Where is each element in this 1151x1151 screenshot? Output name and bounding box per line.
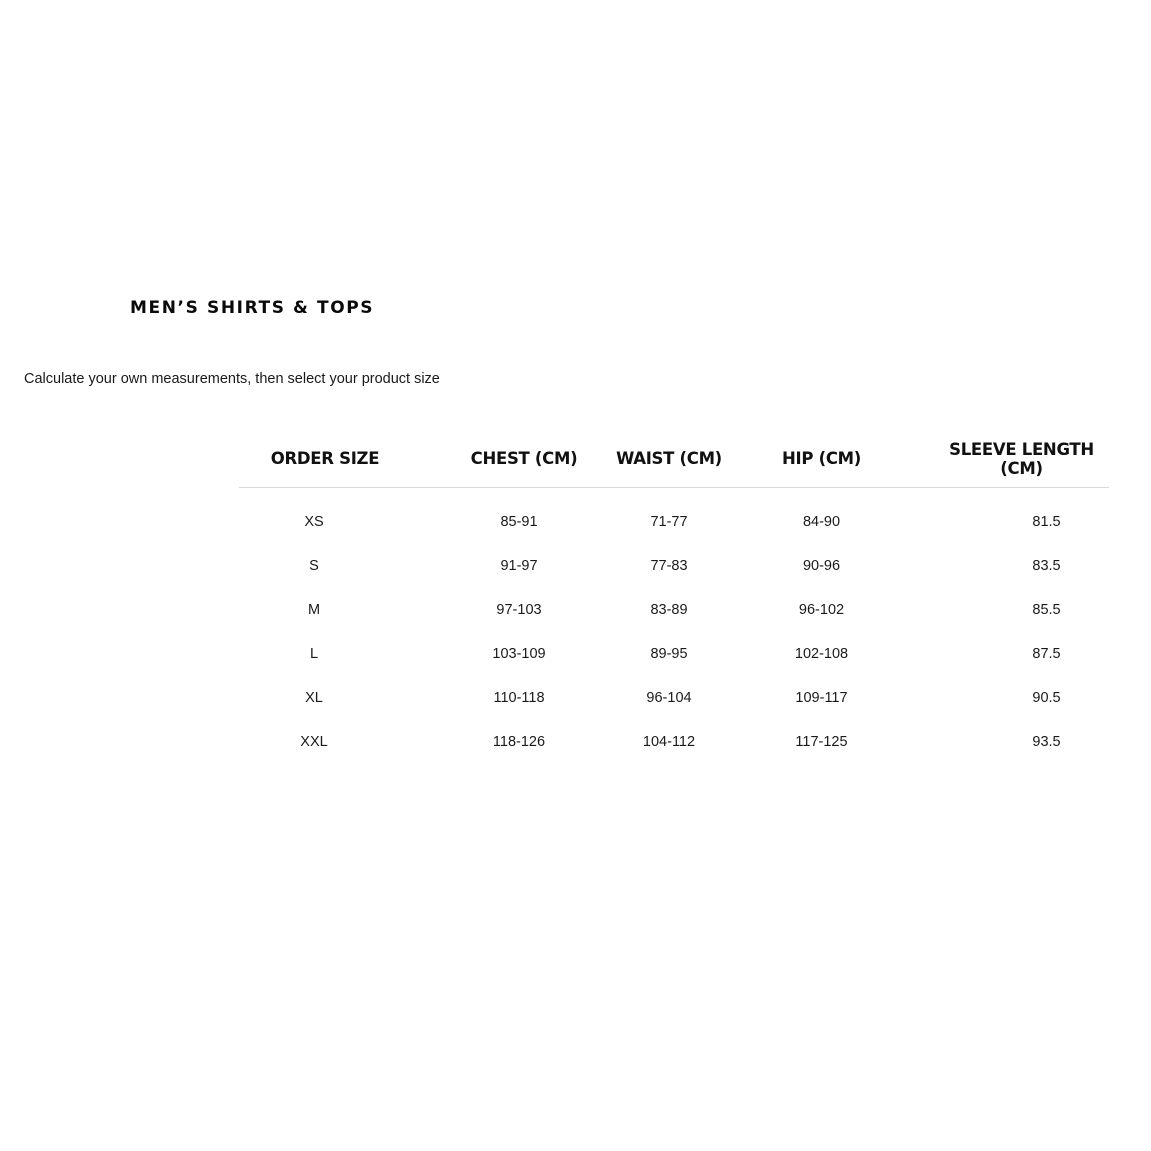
table-row: [239, 544, 1109, 588]
cell-sleeve: 83.5: [1032, 558, 1061, 574]
cell-chest: 91-97: [500, 558, 538, 574]
cell-waist: 89-95: [650, 646, 688, 662]
cell-waist: 96-104: [646, 690, 692, 706]
table-header-row: [239, 430, 1109, 488]
table-row: [239, 676, 1109, 720]
table-row: [239, 632, 1109, 676]
header-chest: CHEST (CM): [389, 430, 609, 488]
cell-chest: 118-126: [492, 734, 546, 750]
cell-sleeve: 85.5: [1032, 602, 1061, 618]
cell-order-size: M: [307, 602, 321, 618]
table-row: [239, 588, 1109, 632]
cell-sleeve: 81.5: [1032, 514, 1061, 530]
cell-sleeve: 93.5: [1032, 734, 1061, 750]
table-row: [239, 488, 1109, 545]
size-chart-table: [239, 430, 1109, 764]
cell-waist: 104-112: [642, 734, 696, 750]
cell-hip: 102-108: [794, 646, 849, 662]
cell-order-size: XL: [305, 690, 323, 706]
header-hip: HIP (CM): [729, 430, 934, 488]
cell-waist: 83-89: [650, 602, 688, 618]
header-sleeve-length: SLEEVE LENGTH (CM): [934, 430, 1109, 488]
cell-waist: 77-83: [650, 558, 688, 574]
cell-order-size: S: [309, 558, 319, 574]
cell-hip: 109-117: [795, 690, 848, 706]
table-row: [239, 720, 1109, 764]
cell-chest: 97-103: [496, 602, 542, 618]
cell-waist: 71-77: [650, 514, 688, 530]
cell-chest: 103-109: [492, 646, 546, 662]
cell-chest: 85-91: [500, 514, 538, 530]
page-title: MEN’S SHIRTS & TOPS: [130, 298, 375, 318]
cell-hip: 84-90: [802, 514, 841, 530]
cell-sleeve: 87.5: [1032, 646, 1061, 662]
cell-hip: 117-125: [795, 734, 848, 750]
cell-sleeve: 90.5: [1032, 690, 1061, 706]
cell-chest: 110-118: [493, 690, 545, 706]
cell-hip: 90-96: [802, 558, 841, 574]
page-subtitle: Calculate your own measurements, then select your product size: [24, 371, 440, 387]
header-order-size: ORDER SIZE: [239, 430, 389, 488]
cell-hip: 96-102: [798, 602, 845, 618]
cell-order-size: XXL: [300, 734, 328, 750]
cell-order-size: L: [309, 646, 319, 662]
header-waist: WAIST (CM): [609, 430, 729, 488]
cell-order-size: XS: [304, 514, 324, 530]
